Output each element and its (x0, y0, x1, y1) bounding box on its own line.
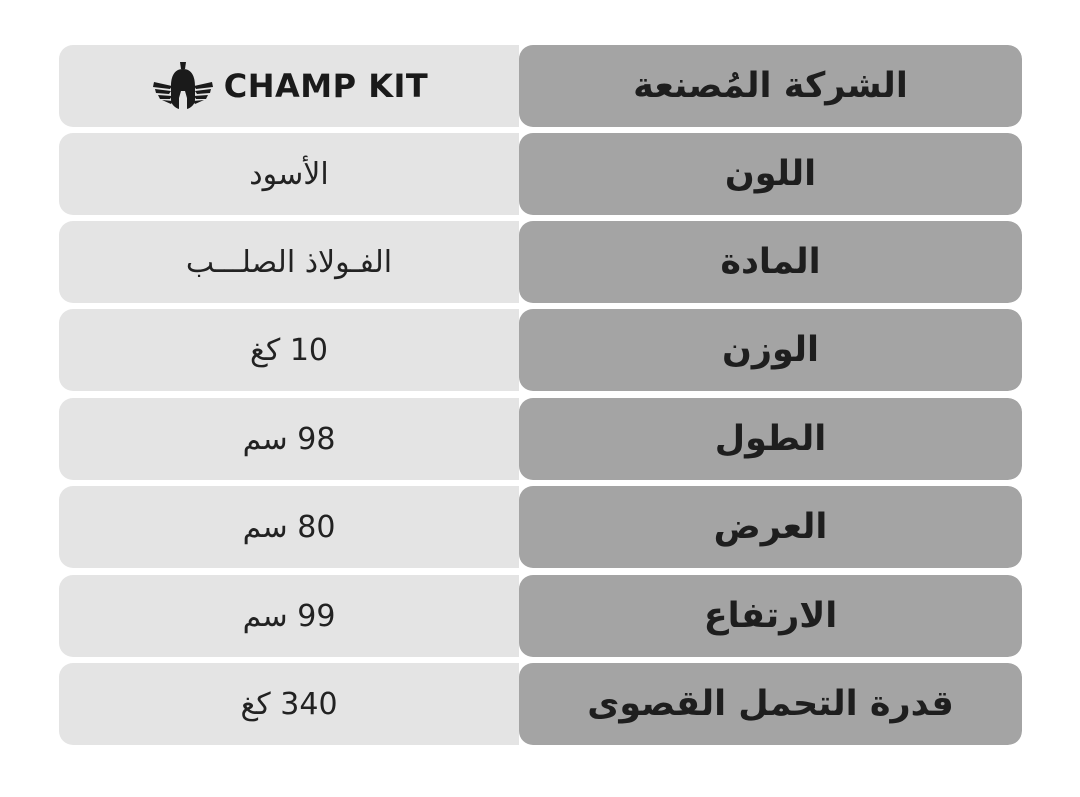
spec-row-length (59, 398, 1022, 480)
spec-value: الفـولاذ الصلـــب (59, 221, 519, 303)
spec-label: اللون (519, 133, 1022, 215)
spec-label: المادة (519, 221, 1022, 303)
spec-label: قدرة التحمل القصوى (519, 663, 1022, 745)
spec-row-weight (59, 309, 1022, 391)
spec-row-material (59, 221, 1022, 303)
spec-row-width (59, 486, 1022, 568)
spec-label: العرض (519, 486, 1022, 568)
spartan-helmet-wings-icon (150, 60, 216, 112)
spec-value: الأسود (59, 133, 519, 215)
spec-value (59, 45, 519, 127)
spec-row-color (59, 133, 1022, 215)
brand-name: CHAMP KIT (223, 67, 429, 105)
spec-label: الارتفاع (519, 575, 1022, 657)
spec-row-height (59, 575, 1022, 657)
spec-value: 99 سم (59, 575, 519, 657)
spec-value: 98 سم (59, 398, 519, 480)
spec-value: 10 كغ (59, 309, 519, 391)
spec-row-max-load (59, 663, 1022, 745)
spec-row-manufacturer (59, 45, 1022, 127)
spec-label: الوزن (519, 309, 1022, 391)
spec-label: الشركة المُصنعة (519, 45, 1022, 127)
spec-label: الطول (519, 398, 1022, 480)
spec-value: 80 سم (59, 486, 519, 568)
brand-logo (150, 60, 429, 112)
spec-value: 340 كغ (59, 663, 519, 745)
spec-table (59, 45, 1022, 751)
